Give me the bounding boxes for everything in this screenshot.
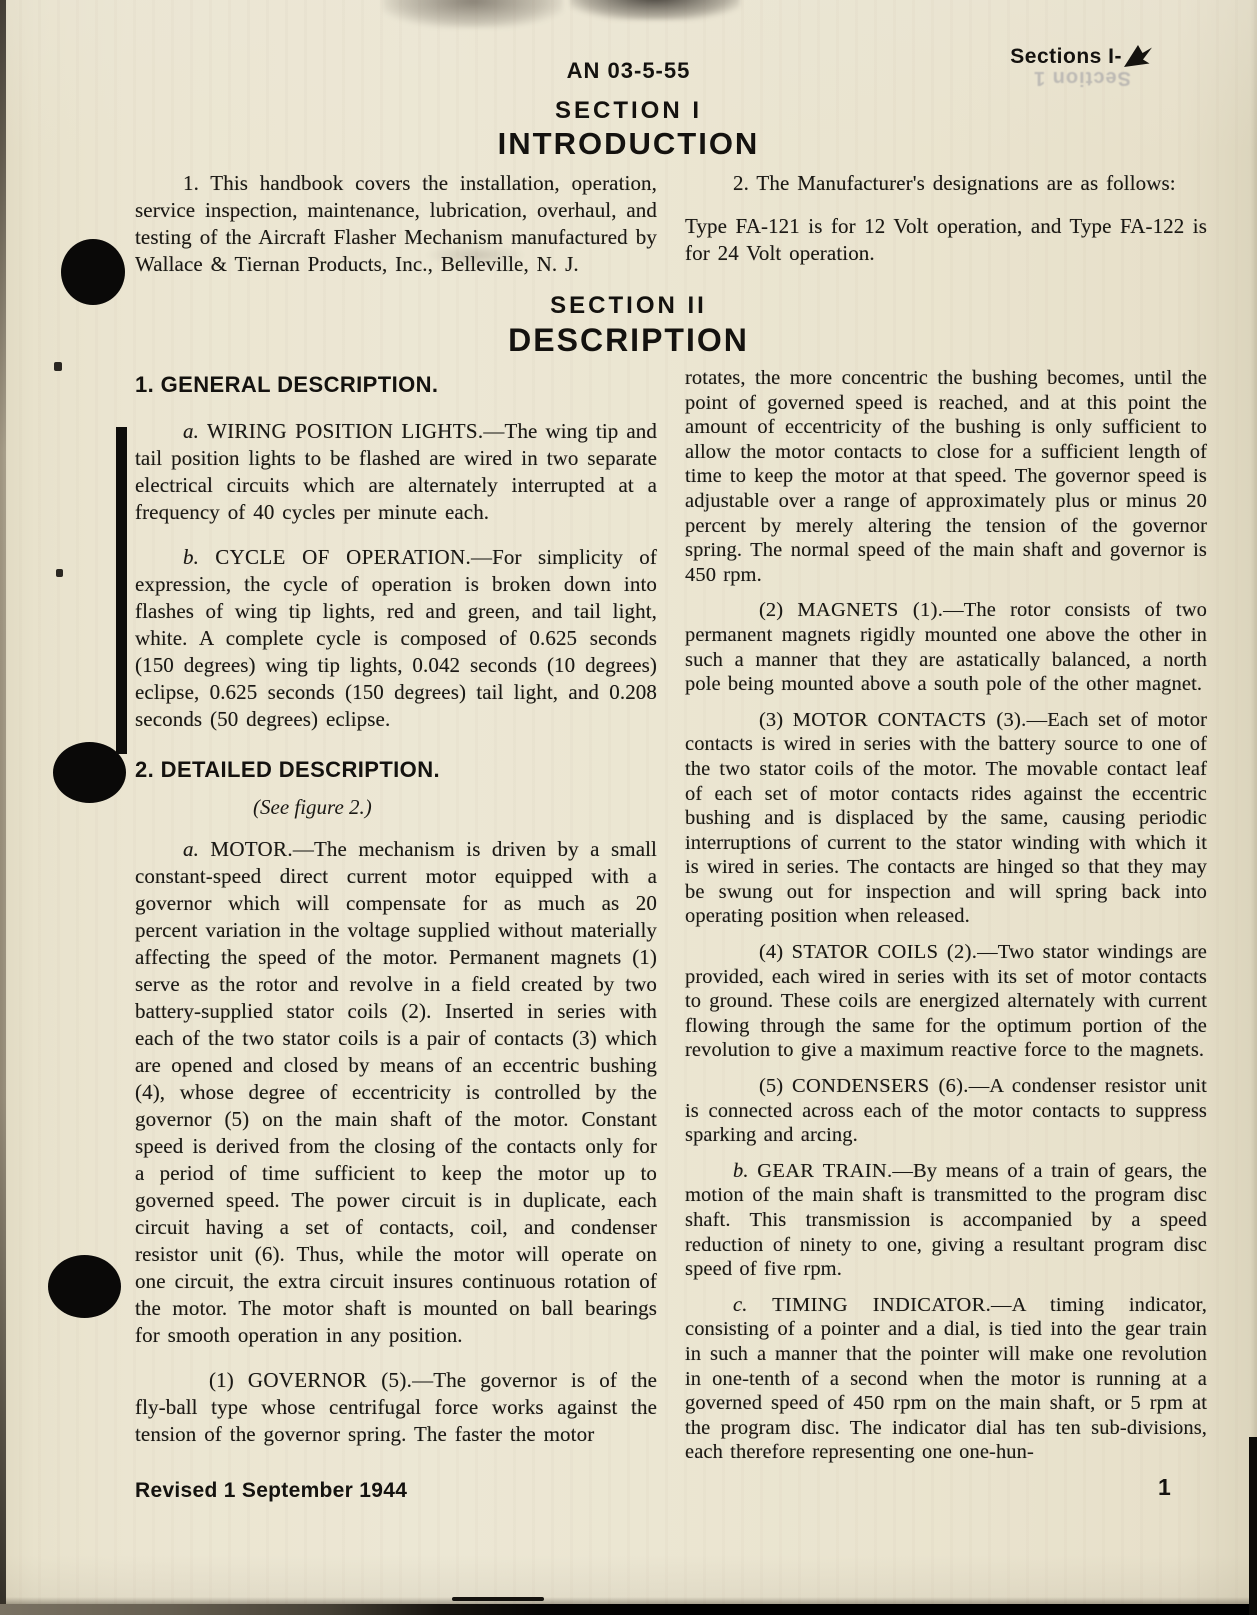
paragraph: (4) STATOR COILS (2).—Two stator windings are provided, each wired in series with its set of motor contacts to ground. These coils are energized alternately with current flowing through the same for the optimum portion of the revolution to give a maximum reactive force to the magnets. — [685, 941, 1207, 1062]
paragraph: a. MOTOR.—The mechanism is driven by a small constant-speed direct current motor equipped with a governor which will compensate for as much as 20 percent variation in the voltage supplied without materially affecting the speed of the motor. Permanent magnets (1) serve as the rotor and revolve in a field created by two battery-supplied stator coils (2). Inserted in series with each of the two stator coils is a pair of contacts (3) which are opened and closed by means of an eccentric bushing (4), whose degree of eccentricity is controlled by the governor (5) on the main shaft of the motor. Constant speed is derived from the closing of the contacts only for a period of time sufficient to keep the motor up to governed speed. The power circuit is in duplicate, each circuit having a set of contacts, coil, and condenser resistor unit (6). Thus, while the motor will operate on one circuit, the extra circuit insures continuous rotation of the motor. The motor shaft is mounted on ball bearings for smooth operation in any position. — [135, 837, 657, 1347]
paragraph-lead: (3) — [759, 708, 793, 731]
paragraph-term: GOVERNOR (5). — [247, 1368, 413, 1392]
paragraph: 1. This handbook covers the installation, operation, service inspection, maintenance, lubrication, overhaul, and testing of the Aircraft Flasher Mechanism manufactured by Wallace & Tiernan Products, Inc., Belleville, N. J. — [135, 171, 657, 276]
ink-smudge — [383, 0, 563, 28]
paragraph-term: TIMING INDICATOR. — [772, 1293, 991, 1316]
paragraph: b. GEAR TRAIN.—By means of a train of gears, the motion of the main shaft is transmitted to the program disc shaft. This transmission is accompanied by a speed reduction of ninety to one, giving a resultant program disc speed of five rpm. — [685, 1159, 1207, 1281]
paragraph-lead: (1) — [209, 1368, 248, 1392]
paragraph: (2) MAGNETS (1).—The rotor consists of two permanent magnets rigidly mounted one above the other in such a manner that they are astatically balanced, a north pole being mounted above a south pole of the other magnet. — [685, 599, 1207, 696]
paragraph-term: MOTOR. — [210, 837, 293, 861]
binder-punch-hole — [48, 1255, 121, 1318]
paragraph: (1) GOVERNOR (5).—The governor is of the fly-ball type whose centrifugal force works against the tension of the governor spring. The faster the motor — [135, 1368, 657, 1446]
figure-reference-note: (See figure 2.) — [253, 795, 372, 819]
paragraph: 2. The Manufacturer's designations are as follows: — [733, 171, 1176, 195]
subsection-heading: 2. DETAILED DESCRIPTION. — [135, 757, 440, 782]
running-head-text: Sections I- — [1010, 44, 1122, 68]
scan-bottom-edge-band — [0, 1604, 1257, 1615]
paragraph: b. CYCLE OF OPERATION.—For simplicity of expression, the cycle of operation is broken down into flashes of wing tip lights, red and green, and tail light, white. A complete cycle is composed of 0.625 seconds (150 degrees) wing tip lights, 0.042 seconds (10 degrees) eclipse, 0.625 seconds (150 degrees) tail light, and 0.208 seconds (50 degrees) eclipse. — [135, 545, 657, 731]
margin-ink-dot — [54, 362, 62, 371]
paragraph-term: MAGNETS (1). — [797, 599, 944, 622]
paragraph: c. TIMING INDICATOR.—A timing indicator, consisting of a pointer and a dial, is tied into the gear train in such a manner that the pointer will make one revolution in one-tenth of a second when the motor is running at a governed speed of 450 rpm on the main shaft, or 5 rpm at the program disc. The indicator dial has ten sub-divisions, each therefore representing one one-hun- — [685, 1293, 1207, 1464]
paragraph: (5) CONDENSERS (6).—A condenser resistor unit is connected across each of the motor contacts to suppress sparking and arcing. — [685, 1075, 1207, 1147]
section-2-left-column — [135, 372, 657, 1466]
paragraph-lead: c. — [733, 1293, 773, 1316]
scan-right-edge-shadow — [1249, 1437, 1257, 1615]
paragraph-lead: a. — [183, 419, 207, 443]
section-1-right-column — [685, 170, 1207, 283]
scan-edge-mark — [452, 1597, 544, 1601]
section-2-title: DESCRIPTION — [508, 322, 749, 358]
page-number: 1 — [1158, 1474, 1171, 1500]
paragraph-lead: 1. — [183, 171, 211, 195]
paragraph: a. WIRING POSITION LIGHTS.—The wing tip and tail position lights to be flashed are wired in two separate electrical circuits which are alternately interrupted at a frequency of 40 cycles per minute each. — [135, 419, 657, 524]
revision-change-bar — [116, 427, 127, 754]
paragraph-lead: (4) — [759, 941, 792, 964]
section-2-kicker: SECTION II — [550, 292, 707, 319]
section-1-title: INTRODUCTION — [497, 126, 760, 161]
paragraph: (3) MOTOR CONTACTS (3).—Each set of motor contacts is wired in series with the battery source to one of the two stator coils of the motor. The movable contact leaf of each set of motor contacts rides against the eccentric bushing and is displaced by the same, causing periodic interruptions of current to the stator winding with which it is wired in series. The contacts are hinged so that they may be swung out for inspection and will spring back into operating position when released. — [685, 708, 1207, 928]
document-number: AN 03-5-55 — [566, 58, 691, 83]
paragraph: Type FA-121 is for 12 Volt operation, and Type FA-122 is for 24 Volt operation. — [685, 214, 1207, 265]
paragraph: rotates, the more concentric the bushing becomes, until the point of governed speed is reached, and at this point the amount of eccentricity of the bushing is only sufficient to allow the motor contacts to close for a sufficient length of time to keep the motor at that speed. The governor speed is adjustable over a range of approximately plus or minus 20 percent by merely altering the tension of the governor spring. The normal speed of the main shaft and governor is 450 rpm. — [685, 367, 1207, 586]
paragraph-term: GEAR TRAIN. — [757, 1159, 893, 1182]
paragraph-lead: (2) — [759, 599, 798, 622]
paragraph-lead: a. — [183, 837, 211, 861]
scan-left-edge-shadow — [0, 0, 6, 1615]
paragraph-lead: b. — [733, 1159, 758, 1182]
paragraph-lead: b. — [183, 545, 216, 569]
revision-date: Revised 1 September 1944 — [135, 1479, 408, 1502]
paragraph-term: WIRING POSITION LIGHTS. — [206, 419, 484, 443]
paragraph-lead: 2. — [733, 171, 757, 195]
scan-bottom-shadow — [0, 1597, 1257, 1604]
section-2-right-column — [685, 366, 1207, 1476]
paragraph-lead: (5) — [759, 1075, 793, 1098]
section-1-left-column — [135, 170, 657, 296]
subsection-heading: 1. GENERAL DESCRIPTION. — [135, 372, 439, 397]
section-1-kicker: SECTION I — [554, 97, 702, 124]
bleed-through-ghost-text: Section 1 — [1033, 67, 1131, 89]
paragraph-term: CONDENSERS (6). — [792, 1075, 969, 1098]
margin-ink-dot — [56, 569, 63, 577]
paragraph-term: MOTOR CONTACTS (3). — [792, 708, 1027, 731]
ink-smudge — [570, 0, 740, 20]
paragraph-term: STATOR COILS (2). — [791, 941, 978, 964]
paragraph-term: CYCLE OF OPERATION. — [215, 545, 472, 569]
